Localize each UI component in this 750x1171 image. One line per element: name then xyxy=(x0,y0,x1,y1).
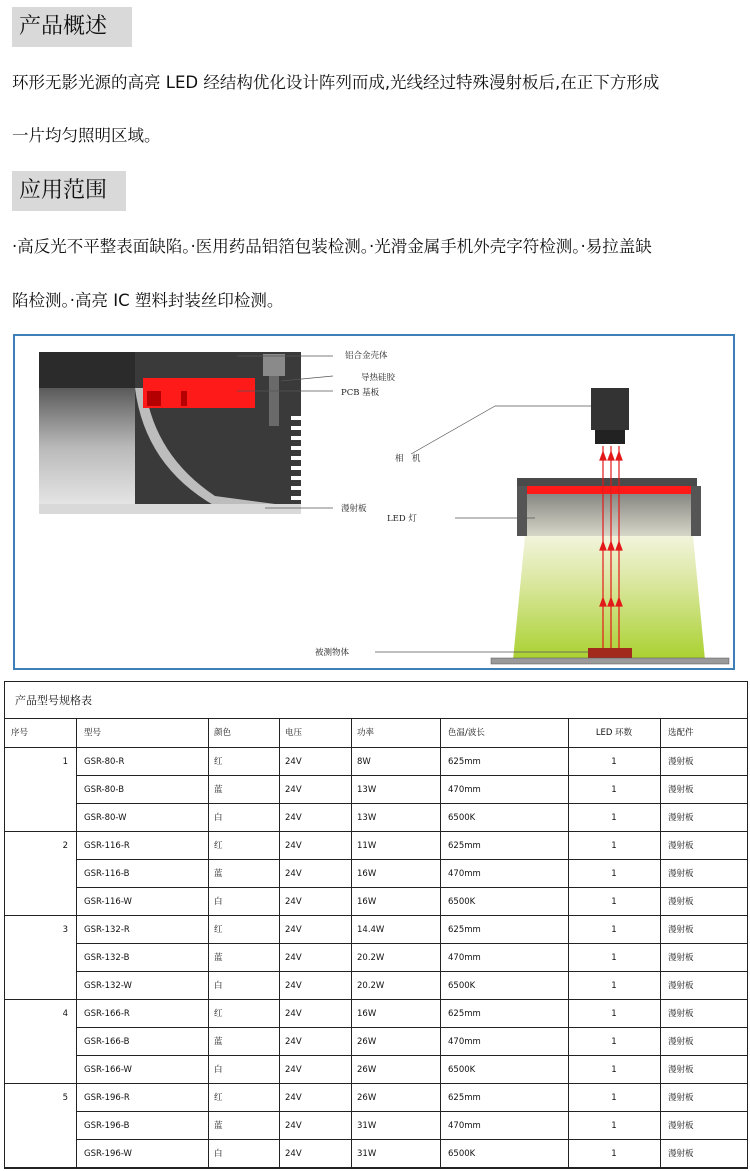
cell-wavelength: 6500K xyxy=(448,1065,476,1075)
cell-led-rings: 1 xyxy=(611,841,617,851)
label-object: 被测物体 xyxy=(315,648,350,658)
header-index: 序号 xyxy=(11,728,29,738)
cell-wavelength: 625mm xyxy=(448,1009,481,1019)
cell-power: 8W xyxy=(357,757,371,767)
table-row xyxy=(5,1028,747,1056)
cell-led-rings: 1 xyxy=(611,953,617,963)
spec-table-title: 产品型号规格表 xyxy=(5,682,747,719)
light-rays xyxy=(600,446,622,652)
cell-voltage: 24V xyxy=(285,1121,302,1131)
cell-accessory: 漫射板 xyxy=(668,869,694,879)
table-row xyxy=(5,888,747,916)
cell-model: GSR-196-R xyxy=(84,1093,130,1103)
header-voltage: 电压 xyxy=(285,728,303,738)
cell-power: 13W xyxy=(357,813,377,823)
header-accessory: 选配件 xyxy=(668,728,694,738)
cell-power: 20.2W xyxy=(357,981,385,991)
camera-illustration xyxy=(411,388,629,454)
cell-accessory: 漫射板 xyxy=(668,981,694,991)
cell-accessory: 漫射板 xyxy=(668,925,694,935)
application-text-line2: 陷检测。·高亮 IC 塑料封装丝印检测。 xyxy=(12,291,284,310)
cell-accessory: 漫射板 xyxy=(668,757,694,767)
cell-led-rings: 1 xyxy=(611,1149,617,1159)
spec-table xyxy=(4,681,748,1169)
cell-color: 白 xyxy=(214,981,223,991)
cell-model: GSR-116-B xyxy=(84,869,130,879)
cell-model: GSR-196-W xyxy=(84,1149,132,1159)
cell-accessory: 漫射板 xyxy=(668,1009,694,1019)
cell-accessory: 漫射板 xyxy=(668,841,694,851)
cell-wavelength: 6500K xyxy=(448,1149,476,1159)
cell-index: 4 xyxy=(62,1009,68,1019)
cell-voltage: 24V xyxy=(285,841,302,851)
cell-color: 红 xyxy=(214,925,223,935)
overview-heading: 产品概述 xyxy=(12,7,132,47)
cell-index: 1 xyxy=(62,757,68,767)
overview-text-line2: 一片均匀照明区域。 xyxy=(12,126,161,145)
cell-color: 蓝 xyxy=(214,1037,223,1047)
cell-wavelength: 6500K xyxy=(448,897,476,907)
cell-model: GSR-80-R xyxy=(84,757,125,767)
table-row xyxy=(5,832,747,860)
header-power: 功率 xyxy=(357,728,375,738)
cell-wavelength: 625mm xyxy=(448,757,481,767)
table-row xyxy=(5,776,747,804)
table-row xyxy=(5,860,747,888)
cell-color: 蓝 xyxy=(214,1121,223,1131)
base-plate xyxy=(491,658,729,664)
cell-color: 白 xyxy=(214,813,223,823)
cell-led-rings: 1 xyxy=(611,869,617,879)
cell-voltage: 24V xyxy=(285,1093,302,1103)
ring-light-illustration xyxy=(455,478,701,536)
label-silicone: 导热硅胶 xyxy=(361,373,396,383)
cell-led-rings: 1 xyxy=(611,1037,617,1047)
cell-voltage: 24V xyxy=(285,869,302,879)
table-row xyxy=(5,1000,747,1028)
cell-index: 2 xyxy=(62,841,68,851)
cell-accessory: 漫射板 xyxy=(668,1065,694,1075)
cell-voltage: 24V xyxy=(285,1065,302,1075)
cell-color: 红 xyxy=(214,1009,223,1019)
table-row xyxy=(5,748,747,776)
cell-voltage: 24V xyxy=(285,785,302,795)
cell-voltage: 24V xyxy=(285,981,302,991)
cell-wavelength: 625mm xyxy=(448,841,481,851)
cell-wavelength: 470mm xyxy=(448,869,481,879)
cell-led-rings: 1 xyxy=(611,1009,617,1019)
cell-accessory: 漫射板 xyxy=(668,1093,694,1103)
spec-table-header-row xyxy=(5,719,747,748)
cell-model: GSR-80-B xyxy=(84,785,125,795)
cell-power: 14.4W xyxy=(357,925,385,935)
cell-model: GSR-116-W xyxy=(84,897,132,907)
cell-color: 蓝 xyxy=(214,785,223,795)
cell-power: 26W xyxy=(357,1065,377,1075)
cell-voltage: 24V xyxy=(285,1149,302,1159)
cell-accessory: 漫射板 xyxy=(668,813,694,823)
cell-accessory: 漫射板 xyxy=(668,785,694,795)
cell-color: 白 xyxy=(214,1149,223,1159)
cell-power: 16W xyxy=(357,897,377,907)
cell-voltage: 24V xyxy=(285,757,302,767)
cell-model: GSR-132-W xyxy=(84,981,132,991)
cell-color: 蓝 xyxy=(214,953,223,963)
table-row xyxy=(5,1084,747,1112)
cell-power: 26W xyxy=(357,1037,377,1047)
cell-voltage: 24V xyxy=(285,1037,302,1047)
table-row xyxy=(5,1140,747,1168)
table-row xyxy=(5,944,747,972)
header-color: 颜色 xyxy=(214,728,232,738)
cell-model: GSR-196-B xyxy=(84,1121,130,1131)
label-diffuser: 漫射板 xyxy=(341,504,367,514)
cell-power: 16W xyxy=(357,1009,377,1019)
cell-power: 16W xyxy=(357,869,377,879)
cell-accessory: 漫射板 xyxy=(668,1149,694,1159)
cell-led-rings: 1 xyxy=(611,897,617,907)
cell-model: GSR-132-R xyxy=(84,925,130,935)
cell-led-rings: 1 xyxy=(611,813,617,823)
cell-led-rings: 1 xyxy=(611,1065,617,1075)
table-row xyxy=(5,1112,747,1140)
cell-model: GSR-166-R xyxy=(84,1009,130,1019)
cell-wavelength: 625mm xyxy=(448,925,481,935)
cell-index: 3 xyxy=(62,925,68,935)
cell-power: 20.2W xyxy=(357,953,385,963)
cell-voltage: 24V xyxy=(285,897,302,907)
table-row xyxy=(5,1056,747,1084)
cell-index: 5 xyxy=(62,1093,68,1103)
label-shell: 铝合金壳体 xyxy=(345,351,388,361)
cell-voltage: 24V xyxy=(285,925,302,935)
cell-model: GSR-166-B xyxy=(84,1037,130,1047)
cell-voltage: 24V xyxy=(285,1009,302,1019)
table-row xyxy=(5,916,747,944)
light-cone xyxy=(513,536,705,660)
cell-wavelength: 6500K xyxy=(448,813,476,823)
cell-model: GSR-116-R xyxy=(84,841,130,851)
cell-wavelength: 625mm xyxy=(448,1093,481,1103)
header-wavelength: 色温/波长 xyxy=(448,728,485,738)
cell-led-rings: 1 xyxy=(611,925,617,935)
cell-color: 白 xyxy=(214,897,223,907)
cell-accessory: 漫射板 xyxy=(668,1121,694,1131)
cell-power: 31W xyxy=(357,1121,377,1131)
overview-text-line1: 环形无影光源的高亮 LED 经结构优化设计阵列而成,光线经过特殊漫射板后,在正下方形成 xyxy=(12,73,660,92)
cross-section-view xyxy=(39,352,301,514)
cell-model: GSR-166-W xyxy=(84,1065,132,1075)
cell-led-rings: 1 xyxy=(611,1121,617,1131)
table-row xyxy=(5,804,747,832)
cell-color: 红 xyxy=(214,1093,223,1103)
cell-model: GSR-80-W xyxy=(84,813,127,823)
cell-power: 31W xyxy=(357,1149,377,1159)
cell-accessory: 漫射板 xyxy=(668,1037,694,1047)
cell-voltage: 24V xyxy=(285,813,302,823)
cell-wavelength: 6500K xyxy=(448,981,476,991)
cell-model: GSR-132-B xyxy=(84,953,130,963)
table-row xyxy=(5,972,747,1000)
cell-led-rings: 1 xyxy=(611,785,617,795)
cell-power: 13W xyxy=(357,785,377,795)
cell-accessory: 漫射板 xyxy=(668,897,694,907)
cell-color: 蓝 xyxy=(214,869,223,879)
cell-color: 红 xyxy=(214,841,223,851)
cell-wavelength: 470mm xyxy=(448,953,481,963)
cell-led-rings: 1 xyxy=(611,981,617,991)
header-model: 型号 xyxy=(84,728,102,738)
cell-voltage: 24V xyxy=(285,953,302,963)
header-led-rings: LED 环数 xyxy=(595,728,633,738)
cell-wavelength: 470mm xyxy=(448,1121,481,1131)
cell-wavelength: 470mm xyxy=(448,785,481,795)
cell-color: 白 xyxy=(214,1065,223,1075)
application-text-line1: ·高反光不平整表面缺陷。·医用药品铝箔包装检测。·光滑金属手机外壳字符检测。·易拉盖缺 xyxy=(12,237,652,256)
label-led: LED 灯 xyxy=(387,514,417,524)
cell-power: 26W xyxy=(357,1093,377,1103)
cell-power: 11W xyxy=(357,841,377,851)
cell-accessory: 漫射板 xyxy=(668,953,694,963)
label-pcb: PCB 基板 xyxy=(341,388,380,398)
label-camera: 相 机 xyxy=(395,454,421,464)
cell-color: 红 xyxy=(214,757,223,767)
cell-led-rings: 1 xyxy=(611,757,617,767)
light-source-diagram xyxy=(13,334,735,670)
cell-led-rings: 1 xyxy=(611,1093,617,1103)
cell-wavelength: 470mm xyxy=(448,1037,481,1047)
application-heading: 应用范围 xyxy=(12,171,126,211)
